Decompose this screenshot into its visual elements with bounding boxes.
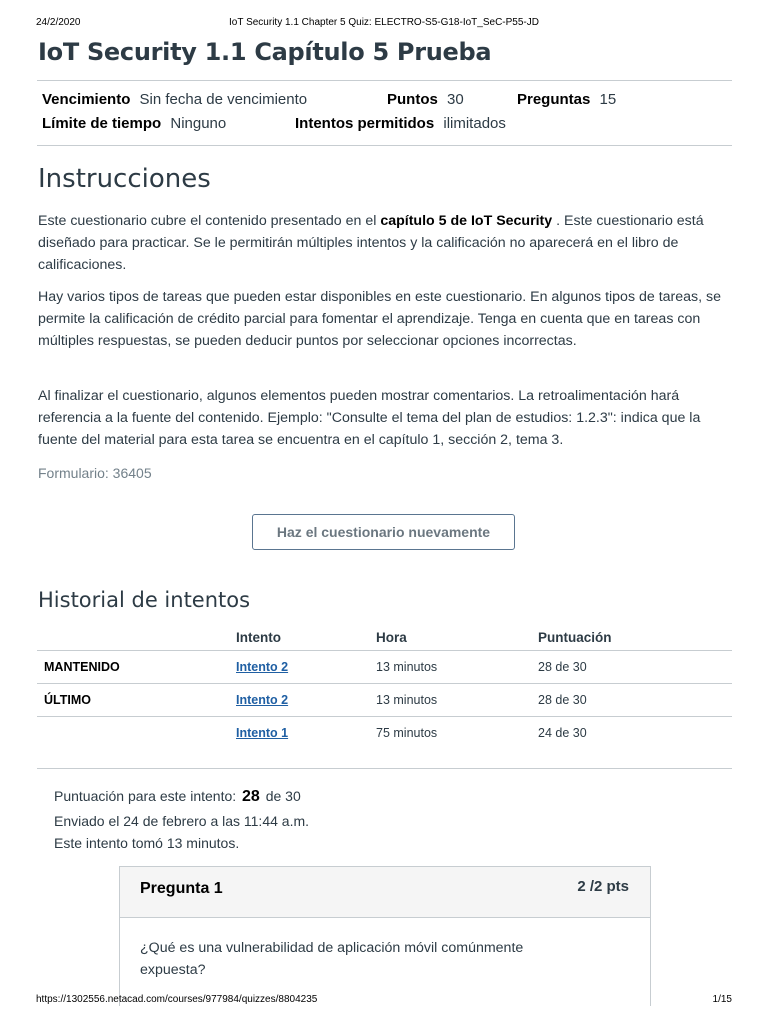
column-header-time: Hora bbox=[376, 630, 407, 645]
column-header-score: Puntuación bbox=[538, 630, 612, 645]
attempt-link[interactable]: Intento 2 bbox=[236, 660, 289, 674]
attempt-score-value: 28 bbox=[242, 788, 260, 805]
question-title: Pregunta 1 bbox=[140, 880, 223, 897]
attempt-score-summary: Puntuación para este intento: 28 de 30 bbox=[54, 788, 301, 805]
print-date: 24/2/2020 bbox=[36, 17, 81, 28]
attempt-time: 75 minutos bbox=[376, 726, 438, 740]
meta-attempts-value: ilimitados bbox=[443, 115, 506, 132]
question-header bbox=[120, 867, 650, 918]
meta-due bbox=[42, 91, 307, 108]
meta-time-limit-value: Ninguno bbox=[170, 115, 227, 132]
question-text: ¿Qué es una vulnerabilidad de aplicación móvil comúnmente expuesta? bbox=[140, 940, 524, 978]
meta-due-value: Sin fecha de vencimiento bbox=[139, 91, 308, 108]
attempt-status: ÚLTIMO bbox=[44, 693, 91, 707]
meta-attempts-label: Intentos permitidos bbox=[295, 115, 435, 132]
quiz-title bbox=[38, 38, 491, 66]
meta-points bbox=[387, 91, 464, 108]
instructions-paragraph-3: Al finalizar el cuestionario, algunos elementos pueden mostrar comentarios. La retroalimentación hará referencia a la fuente del contenido. Ejemplo: "Consulte el tema del plan de estudios: 1.2.3": indica que la fuente del material para esta tarea se encuentra en el capítulo 1, sección 2, tema 3. bbox=[38, 388, 701, 448]
print-url: https://1302556.netacad.com/courses/977984/quizzes/8804235 bbox=[36, 994, 318, 1005]
question-points: 2 /2 pts bbox=[577, 878, 629, 895]
instructions-paragraph-1: Este cuestionario cubre el contenido presentado en el capítulo 5 de IoT Security . Este cuestionario está diseñado para practicar. Se le permitirán múltiples intentos y la calificación no aparecerá en el libro de calificaciones. bbox=[38, 213, 704, 273]
print-header bbox=[36, 17, 732, 31]
attempt-score: 28 de 30 bbox=[538, 693, 587, 707]
attempt-time: 13 minutos bbox=[376, 660, 438, 674]
table-row bbox=[37, 717, 732, 749]
attempt-duration: Este intento tomó 13 minutos. bbox=[54, 835, 240, 851]
table-row bbox=[37, 684, 732, 717]
instructions-heading: Instrucciones bbox=[38, 164, 211, 194]
meta-time-limit-label: Límite de tiempo bbox=[42, 115, 162, 132]
attempt-time: 13 minutos bbox=[376, 693, 438, 707]
attempt-submitted: Enviado el 24 de febrero a las 11:44 a.m. bbox=[54, 813, 310, 829]
print-document-title: IoT Security 1.1 Chapter 5 Quiz: ELECTRO-S5-G18-IoT_SeC-P55-JD bbox=[229, 17, 539, 28]
meta-questions-label: Preguntas bbox=[517, 91, 591, 108]
print-page-number: 1/15 bbox=[712, 994, 732, 1005]
meta-points-label: Puntos bbox=[387, 91, 438, 108]
table-row bbox=[37, 651, 732, 684]
meta-time-limit bbox=[42, 115, 226, 132]
form-id: Formulario: 36405 bbox=[38, 465, 152, 481]
meta-questions-value: 15 bbox=[599, 91, 617, 108]
question-card bbox=[119, 866, 651, 1006]
attempt-link[interactable]: Intento 1 bbox=[236, 726, 289, 740]
attempt-score: 28 de 30 bbox=[538, 660, 587, 674]
chapter-reference: capítulo 5 de IoT Security bbox=[380, 213, 553, 229]
table-header-row bbox=[37, 625, 732, 651]
meta-divider bbox=[37, 145, 732, 146]
meta-questions bbox=[517, 91, 616, 108]
quiz-title-text: IoT Security 1.1 Capítulo 5 Prueba bbox=[38, 38, 492, 66]
meta-due-label: Vencimiento bbox=[42, 91, 131, 108]
attempt-link[interactable]: Intento 2 bbox=[236, 693, 289, 707]
attempt-status: MANTENIDO bbox=[44, 660, 120, 674]
attempt-score: 24 de 30 bbox=[538, 726, 587, 740]
attempt-history-table bbox=[37, 625, 732, 749]
attempt-history-heading: Historial de intentos bbox=[38, 588, 251, 612]
instructions-paragraph-2: Hay varios tipos de tareas que pueden estar disponibles en este cuestionario. En algunos tipos de tareas, se permite la calificación de crédito parcial para fomentar el aprendizaje. Tenga en cuenta que en tareas con múltiples respuestas, se pueden deducir puntos por seleccionar opciones incorrectas. bbox=[38, 289, 722, 349]
meta-points-value: 30 bbox=[447, 91, 464, 108]
title-divider bbox=[37, 80, 732, 81]
column-header-attempt: Intento bbox=[236, 630, 281, 645]
summary-divider bbox=[37, 768, 732, 769]
meta-attempts bbox=[295, 115, 506, 132]
retake-quiz-button[interactable]: Haz el cuestionario nuevamente bbox=[252, 514, 515, 550]
